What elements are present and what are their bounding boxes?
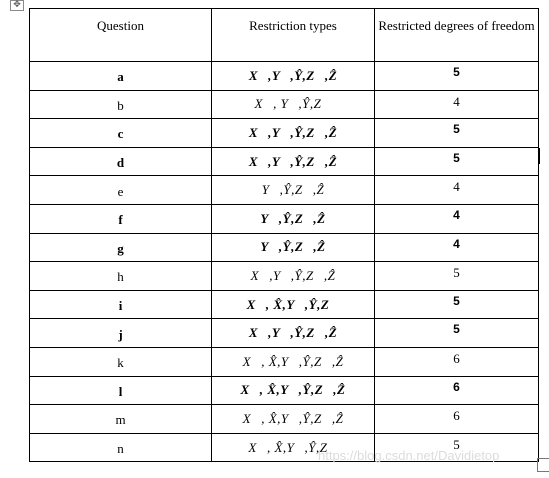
restriction-types-cell: Y⃗,Ŷ,Z⃗,Ẑ: [212, 176, 375, 205]
question-cell: h: [30, 262, 212, 291]
restriction-table: [29, 8, 539, 462]
restriction-types-cell: X⃗, X̂,Y⃗,Ŷ,Z⃗,Ẑ: [212, 376, 375, 405]
question-cell: i: [30, 290, 212, 319]
move-cross-icon[interactable]: ✥: [10, 0, 24, 11]
degrees-cell: 5: [375, 319, 539, 348]
restriction-types-cell: X⃗,Y⃗,Ŷ,Z⃗,Ẑ: [212, 147, 375, 176]
watermark-text: https://blog.csdn.net/Davidietop: [318, 448, 500, 463]
degrees-cell: 4: [375, 90, 539, 119]
table-row: [30, 233, 539, 262]
degrees-cell: 6: [375, 376, 539, 405]
table-row: [30, 90, 539, 119]
question-cell: k: [30, 347, 212, 376]
table-row: [30, 204, 539, 233]
header-restricted-degrees: Restricted degrees of freedom: [375, 9, 539, 62]
question-cell: c: [30, 119, 212, 148]
restriction-types-cell: X⃗,Y⃗,Ŷ,Z⃗,Ẑ: [212, 262, 375, 291]
degrees-cell: 4: [375, 204, 539, 233]
degrees-cell: 4: [375, 176, 539, 205]
question-cell: j: [30, 319, 212, 348]
header-question: Question: [30, 9, 212, 62]
restriction-types-cell: X⃗, X̂,Y⃗,Ŷ,Z⃗,Ẑ: [212, 405, 375, 434]
degrees-cell: 5: [375, 147, 539, 176]
restriction-types-cell: Y⃗,Ŷ,Z⃗,Ẑ: [212, 233, 375, 262]
question-cell: l: [30, 376, 212, 405]
table-body: [30, 62, 539, 462]
restriction-types-cell: Y⃗,Ŷ,Z⃗,Ẑ: [212, 204, 375, 233]
table-row: [30, 119, 539, 148]
table-row: [30, 319, 539, 348]
degrees-cell: 5: [375, 119, 539, 148]
table-row: [30, 405, 539, 434]
restriction-types-cell: X⃗,Y⃗,Ŷ,Z⃗,Ẑ: [212, 119, 375, 148]
restriction-types-cell: X⃗,Y⃗,Ŷ,Z⃗,Ẑ: [212, 319, 375, 348]
text-cursor: [539, 148, 540, 164]
degrees-cell: 5: [375, 62, 539, 91]
table-header-row: [30, 9, 539, 62]
restriction-types-cell: X⃗, X̂,Y⃗,Ŷ,Z⃗: [212, 290, 375, 319]
degrees-cell: 6: [375, 347, 539, 376]
degrees-cell: 6: [375, 405, 539, 434]
table-row: [30, 347, 539, 376]
question-cell: f: [30, 204, 212, 233]
restriction-types-cell: X⃗, Y⃗,Ŷ,Z⃗: [212, 90, 375, 119]
question-cell: e: [30, 176, 212, 205]
degrees-cell: 4: [375, 233, 539, 262]
degrees-cell: 5: [375, 262, 539, 291]
question-cell: m: [30, 405, 212, 434]
header-restriction-types: Restriction types: [212, 9, 375, 62]
resize-corner[interactable]: [537, 458, 549, 472]
question-cell: g: [30, 233, 212, 262]
table-row: [30, 290, 539, 319]
question-cell: n: [30, 433, 212, 462]
table-row: [30, 176, 539, 205]
question-cell: b: [30, 90, 212, 119]
degrees-cell: 5: [375, 433, 539, 462]
table-row: [30, 147, 539, 176]
restriction-types-cell: X⃗,Y⃗,Ŷ,Z⃗,Ẑ: [212, 62, 375, 91]
restriction-types-cell: X⃗, X̂,Y⃗,Ŷ,Z⃗: [212, 433, 375, 462]
table-row: [30, 262, 539, 291]
question-cell: a: [30, 62, 212, 91]
degrees-cell: 5: [375, 290, 539, 319]
table-row: [30, 62, 539, 91]
table-row: [30, 376, 539, 405]
question-cell: d: [30, 147, 212, 176]
restriction-types-cell: X⃗, X̂,Y⃗,Ŷ,Z⃗,Ẑ: [212, 347, 375, 376]
